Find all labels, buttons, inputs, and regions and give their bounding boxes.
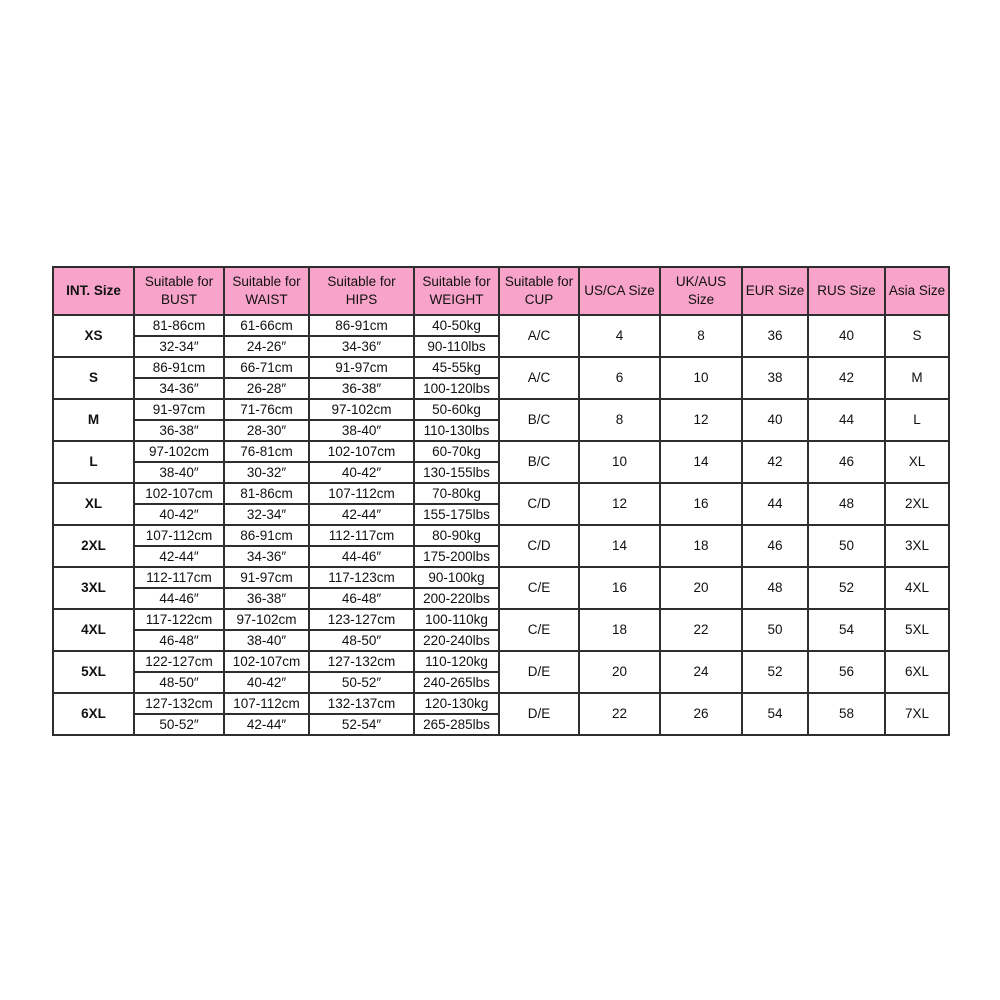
cell-xs-size: XS: [53, 315, 134, 357]
cell-xl-waist-in: 32-34″: [224, 504, 309, 525]
col-header-rus: RUS Size: [808, 267, 885, 315]
cell-5xl-weight-lbs: 240-265lbs: [414, 672, 499, 693]
cell-xl-uk-aus: 16: [660, 483, 742, 525]
cell-6xl-cup: D/E: [499, 693, 579, 735]
cell-l-weight-lbs: 130-155lbs: [414, 462, 499, 483]
cell-l-uk-aus: 14: [660, 441, 742, 483]
cell-l-hips-in: 40-42″: [309, 462, 414, 483]
cell-5xl-eur: 52: [742, 651, 808, 693]
cell-s-hips-in: 36-38″: [309, 378, 414, 399]
cell-3xl-rus: 52: [808, 567, 885, 609]
cell-5xl-hips-in: 50-52″: [309, 672, 414, 693]
size-row-5xl-metric: [53, 651, 949, 672]
col-header-eur: EUR Size: [742, 267, 808, 315]
cell-5xl-cup: D/E: [499, 651, 579, 693]
cell-l-waist-cm: 76-81cm: [224, 441, 309, 462]
col-header-weight: Suitable for WEIGHT: [414, 267, 499, 315]
cell-2xl-eur: 46: [742, 525, 808, 567]
size-row-2xl-metric: [53, 525, 949, 546]
cell-5xl-bust-in: 48-50″: [134, 672, 224, 693]
cell-s-rus: 42: [808, 357, 885, 399]
cell-m-waist-in: 28-30″: [224, 420, 309, 441]
cell-2xl-weight-kg: 80-90kg: [414, 525, 499, 546]
cell-2xl-bust-in: 42-44″: [134, 546, 224, 567]
cell-4xl-us-ca: 18: [579, 609, 660, 651]
cell-xl-cup: C/D: [499, 483, 579, 525]
cell-xl-bust-in: 40-42″: [134, 504, 224, 525]
cell-4xl-rus: 54: [808, 609, 885, 651]
cell-s-waist-in: 26-28″: [224, 378, 309, 399]
cell-xl-bust-cm: 102-107cm: [134, 483, 224, 504]
size-row-xs-metric: [53, 315, 949, 336]
cell-2xl-uk-aus: 18: [660, 525, 742, 567]
size-row-6xl-metric: [53, 693, 949, 714]
cell-5xl-bust-cm: 122-127cm: [134, 651, 224, 672]
cell-m-asia: L: [885, 399, 949, 441]
cell-3xl-asia: 4XL: [885, 567, 949, 609]
cell-xs-cup: A/C: [499, 315, 579, 357]
cell-3xl-weight-kg: 90-100kg: [414, 567, 499, 588]
cell-2xl-waist-cm: 86-91cm: [224, 525, 309, 546]
cell-4xl-weight-lbs: 220-240lbs: [414, 630, 499, 651]
cell-xl-us-ca: 12: [579, 483, 660, 525]
size-chart-container: [52, 266, 950, 736]
cell-xs-bust-cm: 81-86cm: [134, 315, 224, 336]
cell-m-waist-cm: 71-76cm: [224, 399, 309, 420]
cell-6xl-rus: 58: [808, 693, 885, 735]
size-table-body: [53, 315, 949, 735]
cell-3xl-eur: 48: [742, 567, 808, 609]
cell-2xl-asia: 3XL: [885, 525, 949, 567]
size-row-m-metric: [53, 399, 949, 420]
col-header-int-size: INT. Size: [53, 267, 134, 315]
cell-4xl-cup: C/E: [499, 609, 579, 651]
cell-4xl-hips-in: 48-50″: [309, 630, 414, 651]
cell-5xl-size: 5XL: [53, 651, 134, 693]
cell-l-asia: XL: [885, 441, 949, 483]
cell-3xl-bust-cm: 112-117cm: [134, 567, 224, 588]
cell-5xl-waist-cm: 102-107cm: [224, 651, 309, 672]
cell-2xl-hips-in: 44-46″: [309, 546, 414, 567]
cell-3xl-hips-cm: 117-123cm: [309, 567, 414, 588]
cell-m-rus: 44: [808, 399, 885, 441]
cell-xl-rus: 48: [808, 483, 885, 525]
cell-2xl-hips-cm: 112-117cm: [309, 525, 414, 546]
cell-6xl-size: 6XL: [53, 693, 134, 735]
cell-4xl-hips-cm: 123-127cm: [309, 609, 414, 630]
size-row-l-metric: [53, 441, 949, 462]
cell-2xl-bust-cm: 107-112cm: [134, 525, 224, 546]
col-header-cup: Suitable for CUP: [499, 267, 579, 315]
cell-6xl-bust-in: 50-52″: [134, 714, 224, 735]
cell-l-eur: 42: [742, 441, 808, 483]
size-row-3xl-metric: [53, 567, 949, 588]
cell-6xl-waist-cm: 107-112cm: [224, 693, 309, 714]
cell-s-cup: A/C: [499, 357, 579, 399]
cell-5xl-rus: 56: [808, 651, 885, 693]
cell-2xl-waist-in: 34-36″: [224, 546, 309, 567]
cell-l-hips-cm: 102-107cm: [309, 441, 414, 462]
cell-6xl-hips-cm: 132-137cm: [309, 693, 414, 714]
cell-s-weight-kg: 45-55kg: [414, 357, 499, 378]
cell-5xl-asia: 6XL: [885, 651, 949, 693]
cell-xl-asia: 2XL: [885, 483, 949, 525]
col-header-bust: Suitable for BUST: [134, 267, 224, 315]
cell-m-weight-kg: 50-60kg: [414, 399, 499, 420]
cell-l-size: L: [53, 441, 134, 483]
cell-3xl-uk-aus: 20: [660, 567, 742, 609]
cell-s-size: S: [53, 357, 134, 399]
cell-m-eur: 40: [742, 399, 808, 441]
cell-5xl-weight-kg: 110-120kg: [414, 651, 499, 672]
cell-4xl-bust-in: 46-48″: [134, 630, 224, 651]
cell-5xl-waist-in: 40-42″: [224, 672, 309, 693]
col-header-asia: Asia Size: [885, 267, 949, 315]
cell-xs-eur: 36: [742, 315, 808, 357]
cell-s-bust-cm: 86-91cm: [134, 357, 224, 378]
cell-xs-hips-cm: 86-91cm: [309, 315, 414, 336]
cell-6xl-asia: 7XL: [885, 693, 949, 735]
cell-6xl-weight-lbs: 265-285lbs: [414, 714, 499, 735]
cell-s-eur: 38: [742, 357, 808, 399]
cell-4xl-bust-cm: 117-122cm: [134, 609, 224, 630]
cell-xl-eur: 44: [742, 483, 808, 525]
cell-xs-weight-kg: 40-50kg: [414, 315, 499, 336]
cell-2xl-rus: 50: [808, 525, 885, 567]
cell-4xl-eur: 50: [742, 609, 808, 651]
cell-2xl-weight-lbs: 175-200lbs: [414, 546, 499, 567]
cell-l-rus: 46: [808, 441, 885, 483]
cell-4xl-uk-aus: 22: [660, 609, 742, 651]
cell-xs-bust-in: 32-34″: [134, 336, 224, 357]
cell-5xl-hips-cm: 127-132cm: [309, 651, 414, 672]
cell-s-waist-cm: 66-71cm: [224, 357, 309, 378]
header-row: [53, 267, 949, 315]
cell-l-weight-kg: 60-70kg: [414, 441, 499, 462]
cell-3xl-waist-cm: 91-97cm: [224, 567, 309, 588]
cell-m-us-ca: 8: [579, 399, 660, 441]
cell-s-asia: M: [885, 357, 949, 399]
cell-l-waist-in: 30-32″: [224, 462, 309, 483]
cell-4xl-size: 4XL: [53, 609, 134, 651]
cell-xs-us-ca: 4: [579, 315, 660, 357]
cell-m-bust-cm: 91-97cm: [134, 399, 224, 420]
cell-3xl-us-ca: 16: [579, 567, 660, 609]
cell-m-weight-lbs: 110-130lbs: [414, 420, 499, 441]
cell-xl-hips-in: 42-44″: [309, 504, 414, 525]
cell-xl-waist-cm: 81-86cm: [224, 483, 309, 504]
cell-xl-weight-lbs: 155-175lbs: [414, 504, 499, 525]
cell-6xl-hips-in: 52-54″: [309, 714, 414, 735]
cell-6xl-eur: 54: [742, 693, 808, 735]
cell-6xl-waist-in: 42-44″: [224, 714, 309, 735]
cell-5xl-uk-aus: 24: [660, 651, 742, 693]
cell-4xl-waist-cm: 97-102cm: [224, 609, 309, 630]
cell-l-us-ca: 10: [579, 441, 660, 483]
cell-xs-waist-cm: 61-66cm: [224, 315, 309, 336]
size-row-xl-metric: [53, 483, 949, 504]
cell-6xl-uk-aus: 26: [660, 693, 742, 735]
cell-xl-weight-kg: 70-80kg: [414, 483, 499, 504]
cell-2xl-us-ca: 14: [579, 525, 660, 567]
cell-xs-weight-lbs: 90-110lbs: [414, 336, 499, 357]
size-row-4xl-metric: [53, 609, 949, 630]
cell-l-bust-in: 38-40″: [134, 462, 224, 483]
cell-4xl-weight-kg: 100-110kg: [414, 609, 499, 630]
cell-s-us-ca: 6: [579, 357, 660, 399]
cell-3xl-bust-in: 44-46″: [134, 588, 224, 609]
cell-6xl-bust-cm: 127-132cm: [134, 693, 224, 714]
cell-m-hips-in: 38-40″: [309, 420, 414, 441]
cell-4xl-waist-in: 38-40″: [224, 630, 309, 651]
col-header-ukaus: UK/AUS Size: [660, 267, 742, 315]
cell-3xl-hips-in: 46-48″: [309, 588, 414, 609]
cell-3xl-weight-lbs: 200-220lbs: [414, 588, 499, 609]
cell-l-bust-cm: 97-102cm: [134, 441, 224, 462]
cell-m-uk-aus: 12: [660, 399, 742, 441]
col-header-usca: US/CA Size: [579, 267, 660, 315]
cell-2xl-size: 2XL: [53, 525, 134, 567]
size-chart-table: [52, 266, 950, 736]
cell-xs-hips-in: 34-36″: [309, 336, 414, 357]
cell-s-hips-cm: 91-97cm: [309, 357, 414, 378]
cell-xs-asia: S: [885, 315, 949, 357]
cell-5xl-us-ca: 20: [579, 651, 660, 693]
cell-3xl-size: 3XL: [53, 567, 134, 609]
cell-4xl-asia: 5XL: [885, 609, 949, 651]
cell-xs-waist-in: 24-26″: [224, 336, 309, 357]
cell-6xl-us-ca: 22: [579, 693, 660, 735]
cell-s-bust-in: 34-36″: [134, 378, 224, 399]
cell-3xl-waist-in: 36-38″: [224, 588, 309, 609]
cell-2xl-cup: C/D: [499, 525, 579, 567]
cell-s-uk-aus: 10: [660, 357, 742, 399]
cell-m-hips-cm: 97-102cm: [309, 399, 414, 420]
size-row-s-metric: [53, 357, 949, 378]
cell-xs-uk-aus: 8: [660, 315, 742, 357]
cell-xs-rus: 40: [808, 315, 885, 357]
cell-m-size: M: [53, 399, 134, 441]
col-header-waist: Suitable for WAIST: [224, 267, 309, 315]
cell-6xl-weight-kg: 120-130kg: [414, 693, 499, 714]
cell-xl-hips-cm: 107-112cm: [309, 483, 414, 504]
cell-xl-size: XL: [53, 483, 134, 525]
cell-m-cup: B/C: [499, 399, 579, 441]
cell-l-cup: B/C: [499, 441, 579, 483]
cell-m-bust-in: 36-38″: [134, 420, 224, 441]
col-header-hips: Suitable for HIPS: [309, 267, 414, 315]
cell-s-weight-lbs: 100-120lbs: [414, 378, 499, 399]
cell-3xl-cup: C/E: [499, 567, 579, 609]
